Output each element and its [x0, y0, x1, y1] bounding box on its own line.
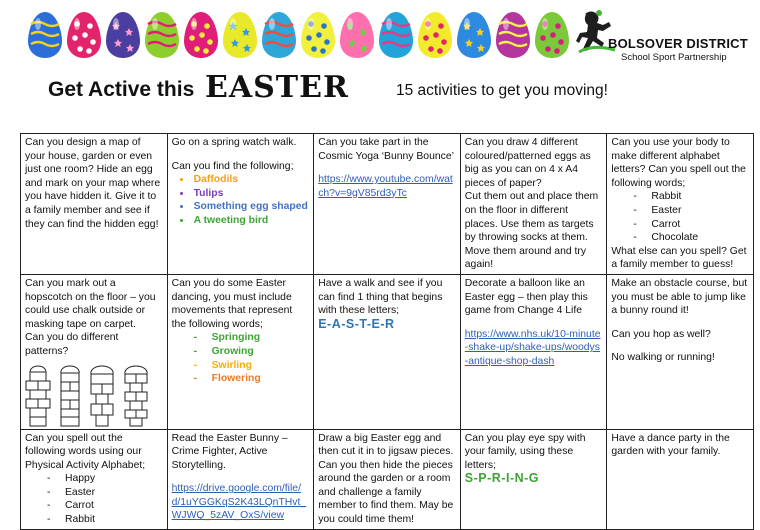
hopscotch-grid-icon: [123, 365, 149, 427]
activity-cell: [460, 274, 607, 429]
activity-cell: [460, 429, 607, 529]
list-item: • Tulips: [192, 187, 310, 201]
activity-cell: [460, 134, 607, 275]
list-item: - Carrot: [47, 499, 163, 513]
activity-text: Draw a big Easter egg and then cut it in to jigsaw pieces. Can you then hide the pieces around the garden or a room and challenge a family member to find them. May be you could time them!: [318, 432, 454, 526]
spell-letters: E-A-S-T-E-R: [318, 316, 395, 331]
activity-text: Have a walk and see if you can find 1 thing that begins with these letters;: [318, 277, 443, 317]
list-item: - Springing: [194, 331, 310, 345]
list-item: - Rabbit: [47, 513, 163, 527]
bolsover-logo: [575, 8, 755, 68]
easter-egg-icon: [338, 10, 376, 60]
list-item: • Something egg shaped: [192, 200, 310, 214]
list-item: - Easter: [47, 486, 163, 500]
activity-text: Can you spell out the following words using our Physical Activity Alphabet;: [25, 432, 146, 471]
activity-cell: [314, 134, 461, 275]
list-item: • A tweeting bird: [192, 214, 310, 228]
list-item: • Daffodils: [192, 173, 310, 187]
activity-text: Can you take part in the Cosmic Yoga ‘Bunny Bounce’: [318, 137, 454, 162]
running-figure-icon: [575, 8, 619, 60]
list-item: - Chocolate: [633, 231, 749, 245]
activity-text: Can you design a map of your house, garden or even just one room? Hide an egg and mark on your map where you have hidden it. Give it to a family member and see if they can find the hidden egg!: [25, 137, 161, 230]
activity-grid: [20, 133, 754, 530]
activity-cell: [167, 274, 314, 429]
activity-cell: [167, 134, 314, 275]
logo-title: BOLSOVER DISTRICT: [608, 36, 748, 51]
yoga-link[interactable]: https://www.youtube.com/watch?v=9gV85rd3yTc: [318, 174, 453, 199]
activity-text: Can you draw 4 different coloured/patterned eggs as big as you can on 4 x A4 pieces of paper?: [464, 137, 591, 189]
list-item: - Swirling: [194, 359, 310, 373]
activity-text: Can you play eye spy with your family, using these letters;: [464, 432, 586, 471]
hopscotch-drawings: [25, 365, 163, 427]
list-item: - Flowering: [194, 372, 310, 386]
hopscotch-grid-icon: [25, 365, 51, 427]
grid-row: [21, 134, 754, 275]
activity-text: Decorate a balloon like an Easter egg – then play this game from Change 4 Life: [464, 277, 588, 317]
activity-cell: [607, 429, 754, 529]
activity-text: Can you hop as well?: [611, 328, 711, 340]
activity-cell: [21, 134, 168, 275]
activity-cell: [314, 274, 461, 429]
list-item: - Rabbit: [633, 190, 749, 204]
easter-egg-icon: [299, 10, 337, 60]
activity-text: Can you find the following;: [171, 160, 294, 172]
list-item: - Carrot: [633, 218, 749, 232]
activity-text: Cut them out and place them on the floor in different places. Use them as targets by throwing socks at them. Move them around and try again!: [464, 191, 599, 271]
spring-watch-list: [172, 173, 310, 227]
activity-cell: [314, 429, 461, 529]
activity-cell: [607, 134, 754, 275]
easter-egg-icon: [416, 10, 454, 60]
list-item: - Happy: [47, 472, 163, 486]
easter-egg-icon: [104, 10, 142, 60]
storytelling-link[interactable]: https://drive.google.com/file/d/1uYGGKqS2K43LQnTHvt_WJWQ_5zAV_OxS/view: [171, 483, 307, 522]
activity-text: Can you do some Easter dancing, you must include movements that represent the following words;: [171, 277, 293, 330]
spell-letters: S-P-R-I-N-G: [464, 471, 540, 486]
easter-egg-icon: [143, 10, 181, 60]
easter-title-word: EASTER: [205, 70, 349, 105]
logo-subtitle: School Sport Partnership: [621, 52, 727, 63]
tagline: 15 activities to get you moving!: [396, 82, 608, 99]
easter-egg-icon: [494, 10, 532, 60]
list-item: - Growing: [194, 345, 310, 359]
grid-row: [21, 429, 754, 529]
easter-egg-icon: [260, 10, 298, 60]
headline: Get Active this: [48, 78, 195, 101]
easter-egg-icon: [533, 10, 571, 60]
activity-text: Have a dance party in the garden with your family.: [611, 432, 730, 458]
easter-egg-icon: [455, 10, 493, 60]
easter-egg-icon: [221, 10, 259, 60]
activity-text: Can you do different patterns?: [25, 332, 119, 357]
activity-text: Make an obstacle course, but you must be able to jump like a bunny round it!: [611, 277, 748, 317]
activity-cell: [607, 274, 754, 429]
easter-egg-icon: [377, 10, 415, 60]
activity-cell: [167, 429, 314, 529]
activity-text: Go on a spring watch walk.: [171, 137, 297, 148]
activity-text: Can you use your body to make different alphabet letters? Can you spell out the following words;: [611, 137, 746, 189]
dance-words-list: [172, 331, 310, 385]
activity-text: No walking or running!: [611, 352, 715, 364]
list-item: - Easter: [633, 204, 749, 218]
alphabet-words-list: [25, 472, 163, 526]
activity-cell: [21, 274, 168, 429]
easter-egg-icon: [26, 10, 64, 60]
activity-text: What else can you spell? Get a family member to guess!: [611, 245, 747, 271]
nhs-link[interactable]: https://www.nhs.uk/10-minute-shake-up/shake-ups/woodys-antique-shop-dash: [464, 328, 601, 367]
activity-text: Read the Easter Bunny – Crime Fighter, Active Storytelling.: [171, 432, 288, 471]
activity-text: Can you mark out a hopscotch on the floor – you could use chalk outside or masking tape on carpet.: [25, 277, 156, 330]
hopscotch-grid-icon: [89, 365, 115, 427]
egg-banner: [26, 10, 571, 66]
grid-row: [21, 274, 754, 429]
easter-egg-icon: [65, 10, 103, 60]
easter-egg-icon: [182, 10, 220, 60]
alphabet-words-list: [611, 190, 749, 244]
hopscotch-grid-icon: [59, 365, 81, 427]
activity-cell: [21, 429, 168, 529]
